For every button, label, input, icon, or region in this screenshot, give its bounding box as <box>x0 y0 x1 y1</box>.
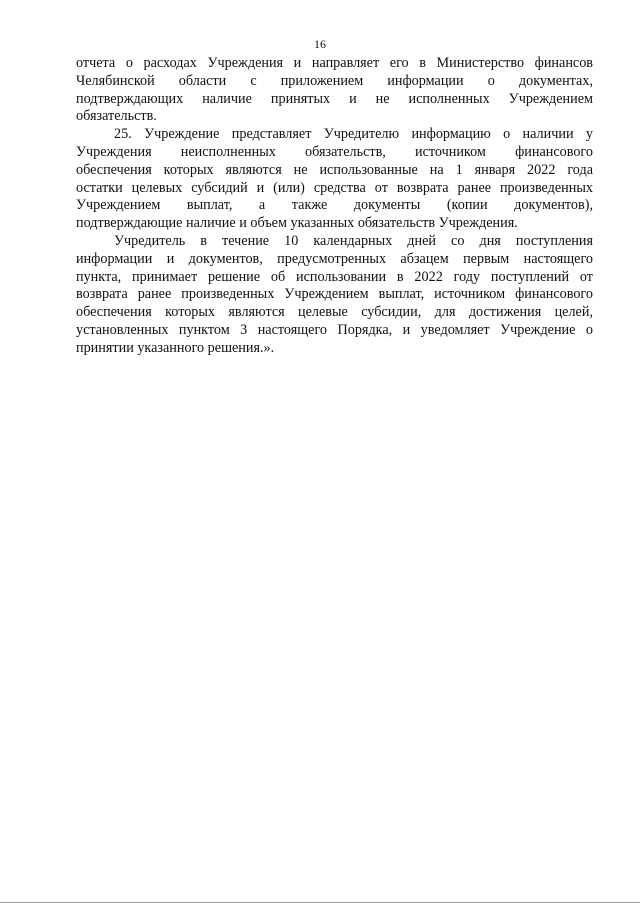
text-line: остатки целевых субсидий и (или) средства от возврата ранее произведенных <box>76 179 593 196</box>
text-line: обеспечения которых являются целевые субсидии, для достижения целей, <box>76 304 593 321</box>
document-body <box>76 55 593 358</box>
paragraph-founder-decision <box>76 233 593 358</box>
page-number: 16 <box>314 37 326 51</box>
paragraph-25 <box>76 126 593 233</box>
text-line: подтверждающих наличие принятых и не исполненных Учреждением <box>76 90 593 107</box>
text-line: обеспечения которых являются не использованные на 1 января 2022 года <box>76 161 593 178</box>
text-line: пункта, принимает решение об использовании в 2022 году поступлений от <box>76 268 593 285</box>
text-line: обязательств. <box>76 108 157 125</box>
text-line: принятии указанного решения.». <box>76 339 275 356</box>
text-line: Челябинской области с приложением информации о документах, <box>76 72 593 89</box>
text-line: Учреждения неисполненных обязательств, источником финансового <box>76 143 593 160</box>
text-line: возврата ранее произведенных Учреждением выплат, источником финансового <box>76 286 593 303</box>
text-line: информации и документов, предусмотренных абзацем первым настоящего <box>76 250 593 267</box>
scan-edge-line <box>0 902 640 903</box>
text-line: Учреждением выплат, а также документы (копии документов), <box>76 197 593 214</box>
text-line: 25. Учреждение представляет Учредителю информацию о наличии у <box>114 126 593 143</box>
text-line: Учредитель в течение 10 календарных дней со дня поступления <box>114 232 593 249</box>
text-line: отчета о расходах Учреждения и направляет его в Министерство финансов <box>76 55 593 71</box>
paragraph-1 <box>76 55 593 126</box>
text-line: подтверждающие наличие и объем указанных обязательств Учреждения. <box>76 215 518 232</box>
text-line: установленных пунктом 3 настоящего Порядка, и уведомляет Учреждение о <box>76 321 593 338</box>
